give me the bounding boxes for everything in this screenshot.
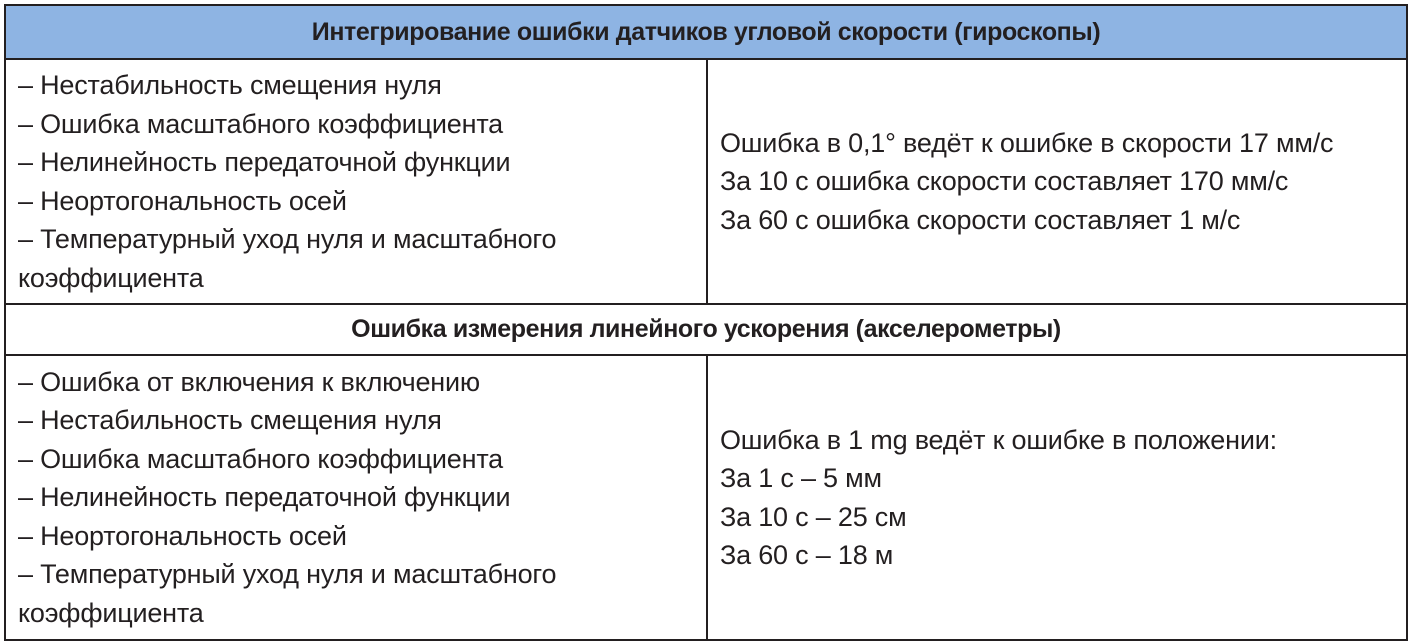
accel-body-row xyxy=(5,355,1407,640)
accel-effect-line: Ошибка в 1 mg ведёт к ошибке в положении: xyxy=(720,424,1277,455)
gyro-error-item: – Нелинейность передаточной функции xyxy=(18,147,511,177)
gyro-body-row xyxy=(5,59,1407,304)
gyro-effect-line: За 60 с ошибка скорости составляет 1 м/с xyxy=(720,204,1241,235)
accel-effect-line: За 60 с – 18 м xyxy=(720,540,894,570)
gyro-section-title: Интегрирование ошибки датчиков угловой скорости (гироскопы) xyxy=(5,5,1407,59)
gyro-error-effects xyxy=(707,59,1407,304)
gyro-error-item: – Ошибка масштабного коэффициента xyxy=(18,108,504,139)
gyro-error-item: – Температурный уход нуля и масштабного xyxy=(18,224,557,254)
sensor-error-table xyxy=(4,4,1408,641)
accel-error-item: – Нелинейность передаточной функции xyxy=(18,482,511,513)
accel-error-item: – Неортогональность осей xyxy=(18,520,347,551)
accel-section-title: Ошибка измерения линейного ускорения (акселерометры) xyxy=(5,304,1407,355)
accel-error-sources xyxy=(5,355,707,640)
gyro-error-item: – Неортогональность осей xyxy=(18,185,347,216)
accel-error-item: – Температурный уход нуля и масштабного xyxy=(18,559,557,590)
accel-error-item-continued: коэффициента xyxy=(18,597,204,628)
accel-error-item: – Ошибка от включения к включению xyxy=(18,366,480,397)
accel-header-row xyxy=(5,304,1407,355)
gyro-error-item-continued: коэффициента xyxy=(18,262,204,293)
gyro-error-sources xyxy=(5,59,707,304)
gyro-effect-line: За 10 с ошибка скорости составляет 170 мм/с xyxy=(720,166,1289,197)
accel-error-item: – Нестабильность смещения нуля xyxy=(18,405,442,436)
gyro-effect-line: Ошибка в 0,1° ведёт к ошибке в скорости 17 мм/с xyxy=(720,127,1334,158)
gyro-header-row xyxy=(5,5,1407,59)
accel-effect-line: За 1 с – 5 мм xyxy=(720,463,882,493)
accel-error-effects xyxy=(707,355,1407,640)
gyro-error-item: – Нестабильность смещения нуля xyxy=(18,70,442,100)
accel-error-item: – Ошибка масштабного коэффициента xyxy=(18,443,504,474)
accel-effect-line: За 10 с – 25 см xyxy=(720,501,907,532)
